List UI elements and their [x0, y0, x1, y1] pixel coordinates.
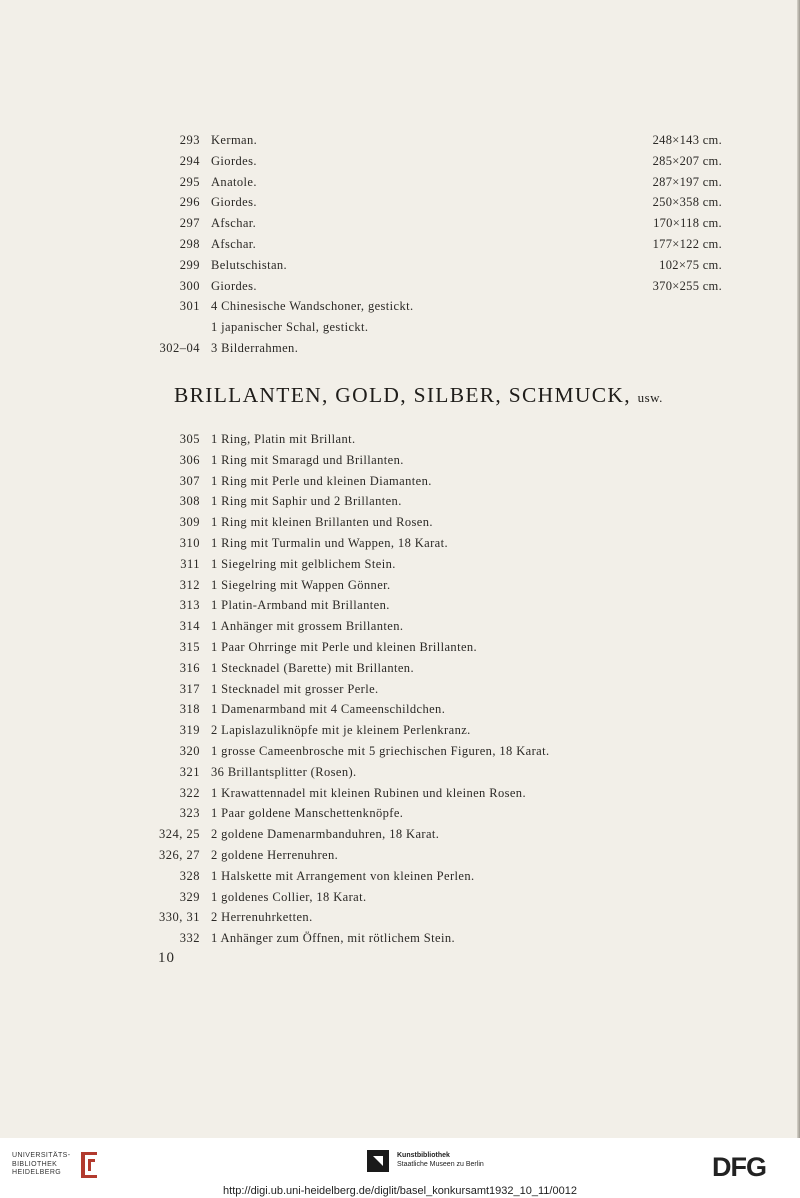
- list-item: [0, 255, 800, 276]
- list-item: [0, 845, 800, 866]
- list-item: [0, 151, 800, 172]
- list-item: [0, 512, 800, 533]
- list-item: [0, 679, 800, 700]
- kunstbibliothek-credit: Kunstbibliothek Staatliche Museen zu Berlin: [397, 1152, 484, 1168]
- lot-number: 297: [179, 216, 200, 231]
- list-item: [0, 213, 800, 234]
- lot-description: Giordes.: [211, 278, 257, 293]
- source-url-link[interactable]: http://digi.ub.uni-heidelberg.de/diglit/basel_konkursamt1932_10_11/0012: [223, 1185, 577, 1197]
- lot-description: Afschar.: [211, 237, 257, 251]
- list-item: [0, 317, 800, 338]
- lot-description: 2 Lapislazuliknöpfe mit je kleinem Perlenkranz.: [211, 723, 471, 738]
- lot-dimensions: 170×118 cm.: [653, 216, 722, 231]
- list-item: [0, 276, 800, 297]
- list-item: [0, 637, 800, 658]
- lot-description: 1 Siegelring mit Wappen Gönner.: [211, 577, 391, 592]
- list-item: [0, 575, 800, 596]
- lot-description: Belutschistan.: [211, 257, 288, 272]
- list-item: [0, 554, 800, 575]
- lot-number: 317: [179, 681, 200, 696]
- lot-description: 1 grosse Cameenbrosche mit 5 griechischen Figuren, 18 Karat.: [211, 744, 550, 758]
- lot-description: 1 Paar goldene Manschettenknöpfe.: [211, 806, 404, 821]
- university-mark-icon: [78, 1150, 100, 1180]
- lot-number: 310: [179, 536, 200, 550]
- list-item: [0, 720, 800, 741]
- list-item: [0, 491, 800, 512]
- list-item: [0, 866, 800, 887]
- lot-description: 2 Herrenuhrketten.: [211, 910, 313, 925]
- list-item: [0, 172, 800, 193]
- lot-description: 1 Damenarmband mit 4 Cameenschildchen.: [211, 702, 446, 717]
- lot-description: 4 Chinesische Wandschoner, gestickt.: [211, 299, 414, 314]
- lot-dimensions: 248×143 cm.: [652, 133, 722, 147]
- lot-number: 308: [179, 494, 200, 509]
- lot-description: 1 Ring mit Smaragd und Brillanten.: [211, 452, 404, 467]
- lot-number: 322: [179, 785, 200, 800]
- lot-description: 1 Ring mit Perle und kleinen Diamanten.: [211, 473, 432, 488]
- lot-number: 306: [179, 452, 200, 467]
- lot-number: 311: [180, 556, 200, 571]
- list-item: [0, 429, 800, 450]
- list-item: [0, 471, 800, 492]
- lot-number: 315: [179, 640, 200, 654]
- lot-dimensions: 177×122 cm.: [652, 237, 722, 251]
- lot-description: 2 goldene Damenarmbanduhren, 18 Karat.: [211, 827, 440, 842]
- lot-description: 3 Bilderrahmen.: [211, 341, 299, 355]
- uni-line: HEIDELBERG: [12, 1169, 62, 1176]
- lot-description: 1 Ring mit Saphir und 2 Brillanten.: [211, 494, 402, 509]
- lot-number: 318: [179, 702, 200, 717]
- lot-dimensions: 102×75 cm.: [659, 257, 722, 272]
- list-item: [0, 824, 800, 845]
- section-heading: BRILLANTEN, GOLD, SILBER, SCHMUCK, usw.: [174, 383, 663, 407]
- list-item: [0, 296, 800, 317]
- list-item: [0, 234, 800, 255]
- lot-number: 329: [179, 889, 200, 904]
- list-item: [0, 887, 800, 908]
- list-item: [0, 741, 800, 762]
- lot-number: 330, 31: [159, 910, 200, 925]
- lot-number: 319: [179, 723, 200, 738]
- lot-number: 305: [179, 432, 200, 446]
- lot-description: Giordes.: [211, 153, 257, 168]
- lot-number: 294: [179, 153, 200, 168]
- lot-description: 1 goldenes Collier, 18 Karat.: [211, 889, 367, 904]
- list-item: [0, 762, 800, 783]
- lot-number: 293: [179, 133, 200, 147]
- lot-dimensions: 250×358 cm.: [652, 195, 722, 210]
- list-item: [0, 699, 800, 720]
- lot-number: 309: [179, 515, 200, 530]
- kunstbibliothek-logo-icon[interactable]: [367, 1150, 389, 1172]
- lot-description: Anatole.: [211, 174, 257, 189]
- lot-description: 1 Krawattennadel mit kleinen Rubinen und kleinen Rosen.: [211, 785, 526, 800]
- lot-description: 1 Anhänger zum Öffnen, mit rötlichem Stein.: [211, 931, 456, 946]
- lot-number: 314: [179, 619, 200, 634]
- lot-dimensions: 287×197 cm.: [652, 174, 722, 189]
- lot-number: 326, 27: [159, 848, 200, 862]
- lot-description: 1 Paar Ohrringe mit Perle und kleinen Brillanten.: [211, 640, 478, 654]
- lot-description: 36 Brillantsplitter (Rosen).: [211, 764, 357, 779]
- list-item: [0, 338, 800, 359]
- list-item: [0, 907, 800, 928]
- list-item: [0, 616, 800, 637]
- lot-number: 320: [179, 744, 200, 758]
- list-item: [0, 658, 800, 679]
- lot-number: 312: [179, 577, 200, 592]
- uni-line: UNIVERSITÄTS-: [12, 1152, 71, 1159]
- list-item: [0, 192, 800, 213]
- lot-number: 313: [179, 598, 200, 613]
- university-library-logo[interactable]: [12, 1152, 70, 1178]
- list-item: [0, 595, 800, 616]
- lot-description: 1 Halskette mit Arrangement von kleinen Perlen.: [211, 868, 475, 883]
- lot-number: 332: [179, 931, 200, 946]
- lot-number: 324, 25: [159, 827, 200, 842]
- lot-description: 1 Siegelring mit gelblichem Stein.: [211, 556, 396, 571]
- page-number: 10: [158, 950, 175, 966]
- lot-description: 1 Ring mit kleinen Brillanten und Rosen.: [211, 515, 433, 530]
- lot-description: Afschar.: [211, 216, 257, 231]
- lot-number: 307: [179, 473, 200, 488]
- lot-number: 321: [179, 764, 200, 779]
- dfg-logo[interactable]: DFG: [712, 1152, 766, 1182]
- lot-description: 1 Ring mit Turmalin und Wappen, 18 Karat.: [211, 536, 449, 550]
- lot-description: 1 Ring, Platin mit Brillant.: [211, 432, 356, 446]
- lot-number: 323: [179, 806, 200, 821]
- lot-dimensions: 285×207 cm.: [652, 153, 722, 168]
- lot-dimensions: 370×255 cm.: [652, 278, 722, 293]
- lot-number: 299: [179, 257, 200, 272]
- lot-number: 296: [179, 195, 200, 210]
- list-item: [0, 928, 800, 949]
- lot-number: 328: [179, 868, 200, 883]
- lot-number: 295: [179, 174, 200, 189]
- lot-description: 1 Stecknadel mit grosser Perle.: [211, 681, 379, 696]
- lot-description: Giordes.: [211, 195, 257, 210]
- list-item: [0, 783, 800, 804]
- lot-number: 316: [179, 660, 200, 675]
- lot-description: 1 Stecknadel (Barette) mit Brillanten.: [211, 660, 414, 675]
- lot-description: 1 Platin-Armband mit Brillanten.: [211, 598, 390, 613]
- list-item: [0, 450, 800, 471]
- lot-description: Kerman.: [211, 133, 258, 147]
- list-item: [0, 130, 800, 151]
- lot-number: 300: [179, 278, 200, 293]
- lot-number: 298: [179, 237, 200, 251]
- lot-description: 2 goldene Herrenuhren.: [211, 848, 339, 862]
- list-item: [0, 803, 800, 824]
- uni-line: BIBLIOTHEK: [12, 1160, 58, 1168]
- lot-description: 1 Anhänger mit grossem Brillanten.: [211, 619, 404, 634]
- list-item: [0, 533, 800, 554]
- lot-number: 301: [179, 299, 200, 314]
- lot-number: 302–04: [159, 341, 200, 355]
- lot-description: 1 japanischer Schal, gestickt.: [211, 320, 369, 335]
